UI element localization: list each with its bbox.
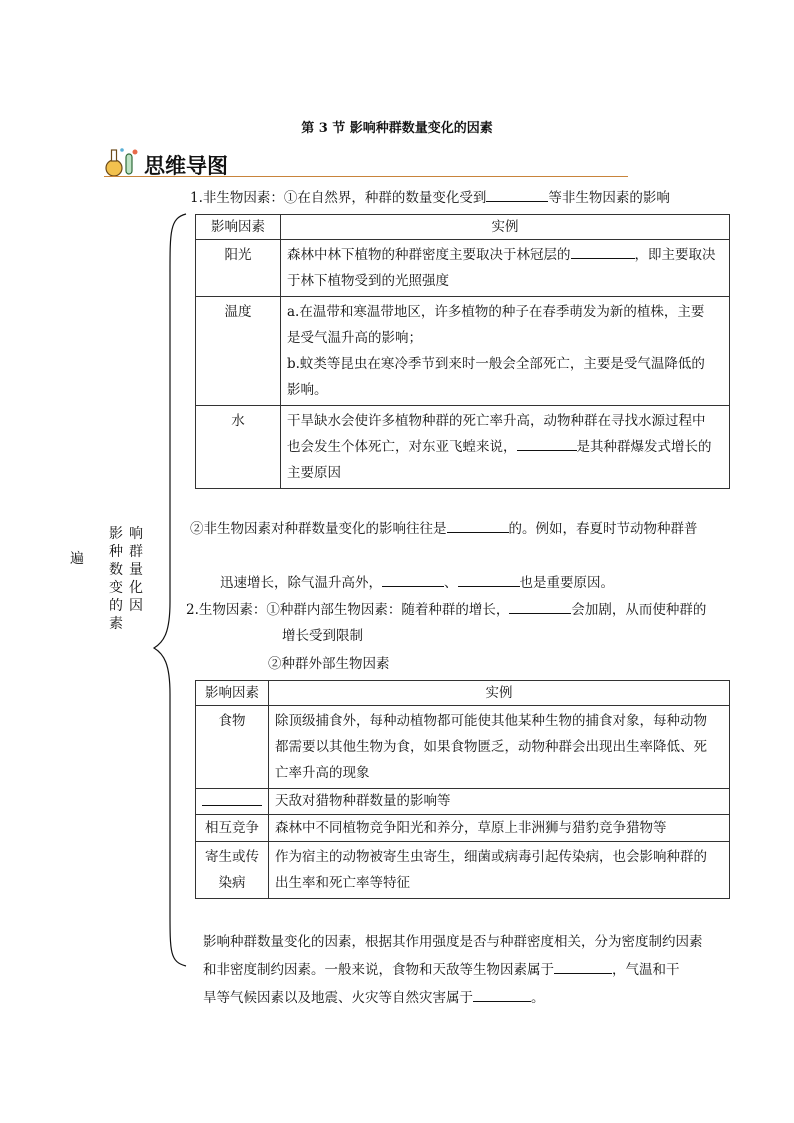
example-text: ，即主要取决 bbox=[634, 247, 716, 263]
fill-blank[interactable] bbox=[486, 187, 548, 202]
example-text: 干旱缺水会使许多植物种群的死亡率升高，动物种群在寻找水源过程中 bbox=[287, 413, 706, 429]
example-cell bbox=[269, 789, 730, 815]
fill-blank[interactable] bbox=[382, 572, 444, 587]
example-text: 主要原因 bbox=[287, 465, 341, 481]
section-2-line bbox=[186, 597, 706, 623]
factor-cell bbox=[196, 789, 269, 815]
fill-blank[interactable] bbox=[571, 244, 635, 259]
closing-line bbox=[203, 984, 703, 1012]
fill-blank[interactable] bbox=[554, 959, 612, 974]
brace-char: 化 bbox=[129, 580, 143, 596]
section-2-line2: 增长受到限制 bbox=[282, 628, 363, 644]
example-cell bbox=[269, 815, 730, 842]
example-cell bbox=[269, 706, 730, 789]
example-text: 出生率和死亡率等特征 bbox=[275, 875, 410, 891]
example-text: 天敌对猎物种群数量的影响等 bbox=[275, 793, 451, 809]
brace-char: 变 bbox=[109, 580, 123, 596]
section-1b-prefix: ②非生物因素对种群数量变化的影响往往是 bbox=[190, 521, 447, 537]
brace-char: 的 bbox=[109, 598, 123, 614]
section-2-suffix: 会加剧，从而使种群的 bbox=[571, 602, 707, 618]
example-text: a.在温带和寒温带地区，许多植物的种子在春季萌发为新的植株，主要 bbox=[287, 304, 705, 320]
factor-cell: 温度 bbox=[196, 297, 281, 406]
example-cell bbox=[281, 406, 730, 489]
mind-map-heading: 思维导图 bbox=[144, 154, 228, 178]
section-1c-prefix: 迅速增长，除气温升高外， bbox=[220, 575, 382, 591]
table-row bbox=[196, 297, 730, 406]
section-1b-line bbox=[190, 516, 698, 542]
example-text: 是其种群爆发式增长的 bbox=[576, 439, 712, 455]
example-cell bbox=[281, 297, 730, 406]
fill-blank[interactable] bbox=[473, 987, 531, 1002]
table-header: 影响因素 bbox=[196, 681, 269, 706]
section-1-suffix: 等非生物因素的影响 bbox=[548, 190, 670, 206]
example-text: 亡率升高的现象 bbox=[275, 765, 370, 781]
brace-char: 响 bbox=[129, 526, 143, 542]
example-text: 森林中不同植物竞争阳光和养分，草原上非洲狮与猎豹竞争猎物等 bbox=[275, 820, 667, 836]
abiotic-factors-table bbox=[195, 214, 730, 489]
table-row bbox=[196, 815, 730, 842]
fill-blank[interactable] bbox=[509, 599, 571, 614]
table-row bbox=[196, 789, 730, 815]
section-1c-line bbox=[220, 570, 614, 596]
section-1c-suffix: 也是重要原因。 bbox=[519, 575, 614, 591]
banner-rule bbox=[104, 176, 628, 177]
section-2-line3: ②种群外部生物因素 bbox=[268, 656, 390, 672]
brace-char: 群 bbox=[129, 544, 143, 560]
flask-icon bbox=[104, 146, 140, 178]
fill-blank[interactable] bbox=[202, 791, 262, 806]
page-title: 第 3 节 影响种群数量变化的因素 bbox=[301, 121, 493, 136]
example-cell bbox=[269, 842, 730, 899]
table-header: 实例 bbox=[269, 681, 730, 706]
table-row bbox=[196, 842, 730, 899]
example-text: 森林中林下植物的种群密度主要取决于林冠层的 bbox=[287, 247, 571, 263]
mind-map-banner bbox=[104, 146, 624, 180]
example-text: 除顶级捕食外，每种动植物都可能使其他某种生物的捕食对象，每种动物 bbox=[275, 713, 707, 729]
closing-text: 旱等气候因素以及地震、火灾等自然灾害属于 bbox=[203, 990, 473, 1006]
table-header-row bbox=[196, 215, 730, 240]
example-text: b.蚊类等昆虫在寒冷季节到来时一般会全部死亡，主要是受气温降低的 bbox=[287, 356, 705, 372]
table-header: 实例 bbox=[281, 215, 730, 240]
closing-paragraph bbox=[203, 928, 703, 1012]
closing-line: 影响种群数量变化的因素，根据其作用强度是否与种群密度相关，分为密度制约因素 bbox=[203, 934, 703, 950]
factor-cell: 阳光 bbox=[196, 240, 281, 297]
brace-label-right bbox=[128, 525, 144, 615]
table-row bbox=[196, 406, 730, 489]
section-1-prefix: 1.非生物因素：①在自然界，种群的数量变化受到 bbox=[190, 190, 487, 206]
table-header-row bbox=[196, 681, 730, 706]
factor-cell: 水 bbox=[196, 406, 281, 489]
example-text: 影响。 bbox=[287, 382, 328, 398]
factor-cell: 寄生或传染病 bbox=[196, 842, 269, 899]
brace-label-left bbox=[108, 525, 124, 633]
separator: 、 bbox=[444, 575, 458, 591]
side-label: 遍 bbox=[70, 551, 84, 567]
curly-brace bbox=[150, 212, 190, 968]
table-header: 影响因素 bbox=[196, 215, 281, 240]
brace-char: 数 bbox=[109, 562, 123, 578]
brace-char: 因 bbox=[129, 598, 143, 614]
fill-blank[interactable] bbox=[447, 518, 509, 533]
example-text: 都需要以其他生物为食，如果食物匮乏，动物种群会出现出生率降低、死 bbox=[275, 739, 707, 755]
example-text: 作为宿主的动物被寄生虫寄生，细菌或病毒引起传染病，也会影响种群的 bbox=[275, 849, 707, 865]
brace-char: 素 bbox=[109, 616, 123, 632]
section-2-prefix: 2.生物因素：①种群内部生物因素：随着种群的增长， bbox=[186, 602, 510, 618]
closing-line bbox=[203, 956, 703, 984]
biotic-factors-table bbox=[195, 680, 730, 899]
example-text: 是受气温升高的影响； bbox=[287, 330, 422, 346]
closing-text: 和非密度制约因素。一般来说，食物和天敌等生物因素属于 bbox=[203, 962, 554, 978]
closing-text: 。 bbox=[531, 990, 545, 1006]
brace-char: 种 bbox=[109, 544, 123, 560]
fill-blank[interactable] bbox=[517, 436, 577, 451]
section-1-line bbox=[190, 185, 670, 211]
table-row bbox=[196, 706, 730, 789]
example-cell bbox=[281, 240, 730, 297]
example-text: 也会发生个体死亡，对东亚飞蝗来说， bbox=[287, 439, 517, 455]
factor-cell: 相互竞争 bbox=[196, 815, 269, 842]
brace-char: 量 bbox=[129, 562, 143, 578]
table-row bbox=[196, 240, 730, 297]
section-1b-suffix: 的。例如，春夏时节动物种群普 bbox=[508, 521, 698, 537]
example-text: 于林下植物受到的光照强度 bbox=[287, 273, 449, 289]
factor-cell: 食物 bbox=[196, 706, 269, 789]
closing-text: ，气温和干 bbox=[612, 962, 680, 978]
brace-char: 影 bbox=[109, 526, 123, 542]
fill-blank[interactable] bbox=[458, 572, 520, 587]
